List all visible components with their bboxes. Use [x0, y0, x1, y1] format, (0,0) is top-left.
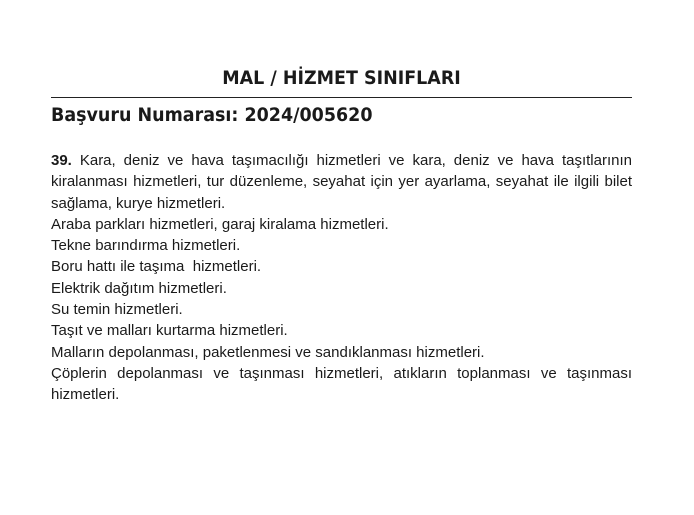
title-divider: [51, 97, 632, 98]
section-title: MAL / HİZMET SINIFLARI: [222, 67, 461, 89]
service-line: Tekne barındırma hizmetleri.: [51, 237, 241, 255]
class-intro-paragraph: [51, 150, 632, 214]
service-line: Malların depolanması, paketlenmesi ve sandıklanması hizmetleri.: [51, 343, 485, 361]
class-number: 39.: [51, 152, 72, 169]
service-line: Su temin hizmetleri.: [51, 301, 183, 319]
class-entry: [51, 150, 632, 406]
service-last-paragraph: Çöplerin depolanması ve taşınması hizmetleri, atıkların toplanması ve taşınması hizmetleri.: [51, 364, 632, 404]
class-intro-text: Kara, deniz ve hava taşımacılığı hizmetleri ve kara, deniz ve hava taşıtlarının kiralanması hizmetleri, tur düzenleme, seyahat için yer ayarlama, seyahat ile ilgili bilet sağlama, kurye hizmetleri.: [51, 152, 633, 212]
service-line: Taşıt ve malları kurtarma hizmetleri.: [51, 322, 288, 340]
application-number: Başvuru Numarası: 2024/005620: [51, 104, 373, 126]
service-line: Boru hattı ile taşıma hizmetleri.: [51, 258, 262, 276]
service-line: Elektrik dağıtım hizmetleri.: [51, 279, 227, 297]
service-line: Araba parkları hizmetleri, garaj kiralama hizmetleri.: [51, 215, 389, 233]
